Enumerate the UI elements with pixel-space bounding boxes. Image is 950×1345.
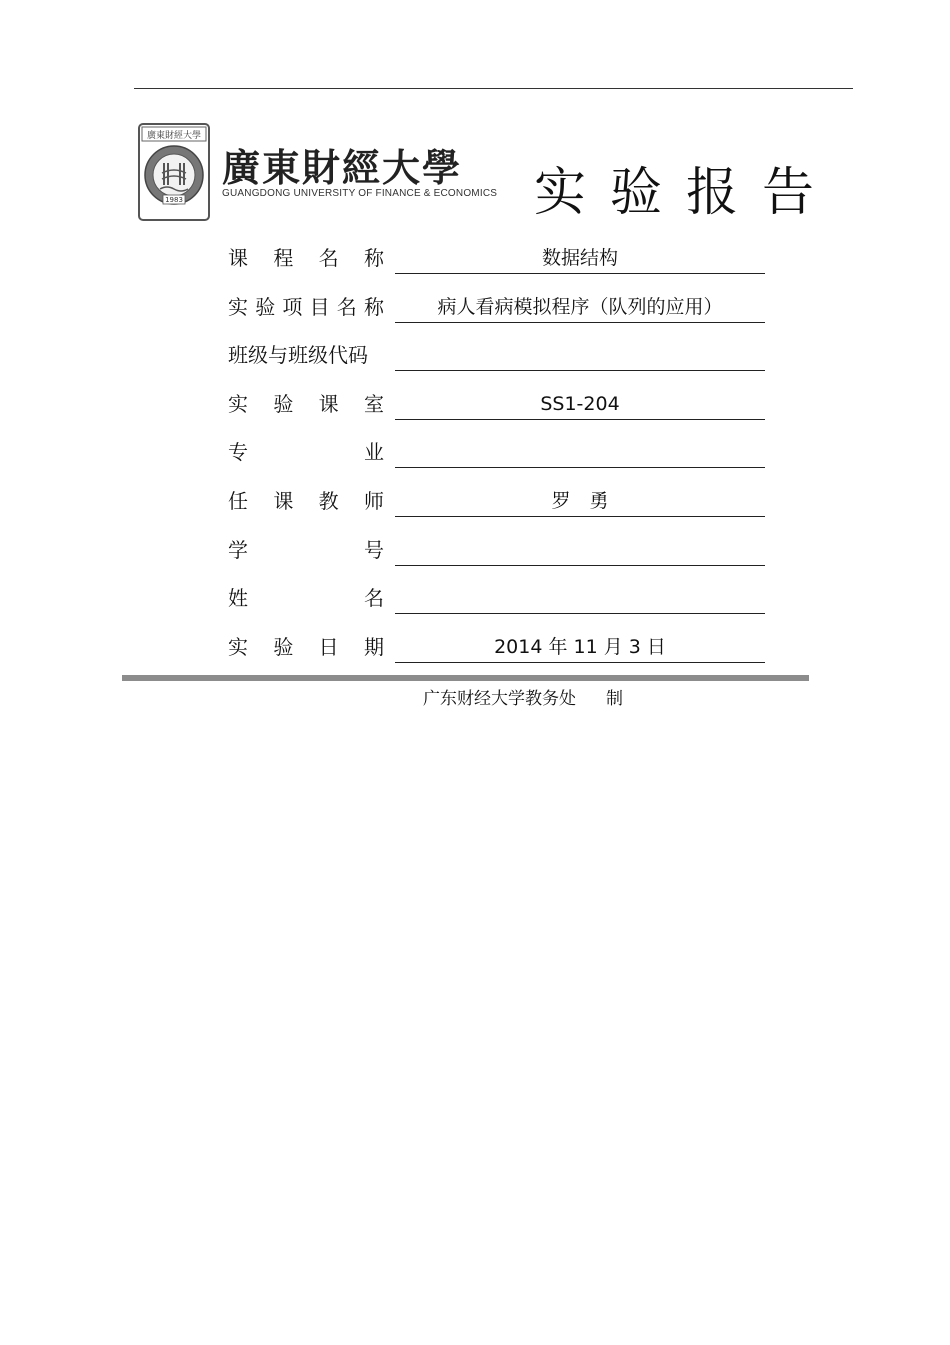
field-value-line[interactable]: SS1-204 — [395, 389, 765, 420]
field-label: 课 程 名 称 — [228, 246, 384, 270]
field-row — [228, 437, 768, 467]
field-value-line[interactable] — [395, 535, 765, 566]
field-row — [228, 583, 768, 613]
field-label: 任 课 教 师 — [228, 489, 384, 513]
report-title: 实验报告 — [534, 163, 839, 223]
footer — [423, 686, 623, 712]
seal-top-text: 廣東財經大學 — [146, 131, 202, 141]
field-label: 实 验 日 期 — [228, 634, 384, 659]
field-label: 班 级 与 班 级 代 码 — [228, 343, 368, 368]
field-row — [228, 292, 768, 322]
footer-issuer: 广东财经大学教务处 — [423, 689, 576, 709]
university-logo — [138, 123, 508, 223]
university-name-en: GUANGDONG UNIVERSITY OF FINANCE & ECONOMICS — [222, 188, 498, 199]
field-value-line[interactable] — [395, 583, 765, 614]
field-row — [228, 389, 768, 419]
field-label: 实 验 课 室 — [228, 391, 384, 416]
seal-year: 1983 — [165, 196, 183, 204]
footer-suffix: 制 — [606, 689, 623, 709]
bottom-divider-bar — [122, 675, 809, 681]
top-rule — [134, 88, 853, 89]
field-value-line[interactable] — [395, 340, 765, 371]
field-value-line[interactable]: 罗 勇 — [395, 486, 765, 517]
field-value-line[interactable]: 2014 年 11 月 3 日 — [395, 632, 765, 663]
university-name-cn: 廣東財經大學 — [222, 145, 463, 190]
university-seal-icon — [138, 123, 210, 221]
field-row — [228, 340, 768, 370]
field-row — [228, 243, 768, 273]
field-row — [228, 632, 768, 662]
field-label: 姓 名 — [228, 586, 384, 611]
field-label: 学 号 — [228, 537, 384, 562]
field-value-line[interactable]: 病人看病模拟程序（队列的应用） — [395, 292, 765, 323]
field-label: 专 业 — [228, 440, 384, 465]
field-value-line[interactable]: 数据结构 — [395, 243, 765, 274]
field-row — [228, 535, 768, 565]
field-row — [228, 486, 768, 516]
field-value-line[interactable] — [395, 437, 765, 468]
field-label: 实 验 项 目 名 称 — [228, 294, 384, 319]
